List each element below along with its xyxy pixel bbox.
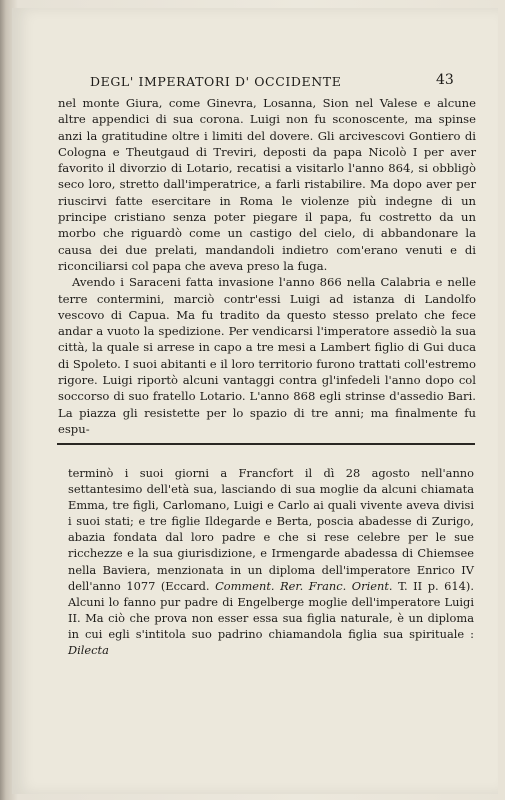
footnote-paragraph	[68, 465, 474, 658]
main-paragraph-2: Avendo i Saraceni fatta invasione l'anno 866 nella Calabria e nelle terre contermini, marciò contr'essi Luigi ad istanza di Landolfo vescovo di Capua. Ma fu tradito da questo stesso prelato che fece andar a vuoto la spedizione. Per vendicarsi l'imperatore assediò la sua città, la quale si arrese in capo a tre mesi a Lambert figlio di Gui duca di Spoleto. I suoi abitanti e il loro territorio furono trattati coll'estremo rigore. Luigi riportò alcuni vantaggi contra gl'infedeli l'anno dopo col soccorso di suo fratello Lotario. L'anno 868 egli strinse d'assedio Bari. La piazza gli resistette per lo spazio di tre anni; ma finalmente fu espu-	[58, 275, 476, 436]
main-paragraph-1: nel monte Giura, come Ginevra, Losanna, Sion nel Valese e alcune altre appendici di sua corona. Luigi non fu sconoscente, ma spinse anzi la gratitudine oltre i limiti del dovere. Gli arcivescovi Gontiero di Cologna e Theutgaud di Treviri, deposti da papa Nicolò I per aver favorito il divorzio di Lotario, recatisi a visitarlo l'anno 864, si obbligò seco loro, stretto dall'imperatrice, a farli ristabilire. Ma dopo aver per riuscirvi fatte esercitare in Roma le violenze più indegne di un principe cristiano senza poter piegare il papa, fu costretto da un morbo che riguardò come un castigo del cielo, di abbandonare la causa dei due prelati, mandandoli indietro com'erano venuti e di riconciliarsi col papa che aveva preso la fuga.	[58, 96, 476, 273]
book-page	[12, 8, 498, 794]
footnote-separator-rule	[57, 443, 475, 445]
footnote-text-part-2: T. II p. 614). Alcuni lo fanno pur padre di Engelberge moglie dell'imperatore Luigi II. Ma ciò che prova non esser essa sua figlia naturale, è un diploma in cui egli s'intitola suo padrino chiamandola figlia sua spirituale :	[68, 578, 474, 641]
footnote-final-italic-word: Dilecta	[68, 643, 109, 658]
main-text-block	[58, 95, 476, 437]
running-header	[12, 72, 498, 92]
page-number: 43	[436, 72, 454, 88]
footnote-block	[68, 465, 474, 658]
footnote-text-part-1: terminò i suoi giorni a Francfort il dì 28 agosto nell'anno settantesimo dell'età sua, lasciando di sua moglie da alcuni chiamata Emma, tre figli, Carlomano, Luigi e Carlo ai quali vivente aveva divisi i suoi stati; e tre figlie Ildegarde e Berta, poscia abadesse di Zurigo, abazia fondata dal loro padre e che si rese celebre per le sue ricchezze e la sua giurisdizione, e Irmengarde abadessa di Chiemsee nella Baviera, menzionata in un diploma dell'imperatore Enrico IV dell'anno 1077 (Eccard.	[68, 466, 474, 593]
footnote-citation-italic: Comment. Rer. Franc. Orient.	[215, 578, 393, 593]
running-title: DEGL' IMPERATORI D' OCCIDENTE	[90, 74, 342, 89]
